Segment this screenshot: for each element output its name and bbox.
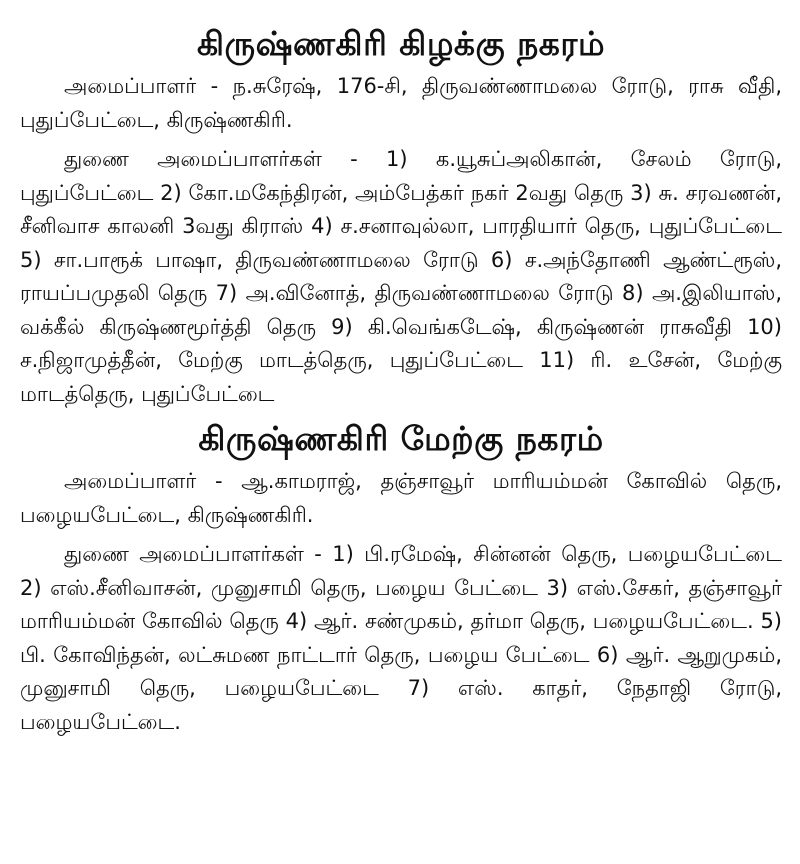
deputies-paragraph: துணை அமைப்பாளர்கள் - 1) பி.ரமேஷ், சின்னன் தெரு, பழையபேட்டை 2) எஸ்.சீனிவாசன், முனுசாமி தெரு, பழைய பேட்டை 3) எஸ்.சேகர், தஞ்சாவூர் மாரியம்மன் கோவில் தெரு 4) ஆர். சண்முகம், தர்மா தெரு, பழையபேட்டை. 5) பி. கோவிந்தன், லட்சுமண நாட்டார் தெரு, பழைய பேட்டை 6) ஆர். ஆறுமுகம், முனுசாமி தெரு, பழையபேட்டை 7) எஸ். காதர், நேதாஜி ரோடு, பழையபேட்டை.	[20, 542, 782, 734]
deputies-paragraph: துணை அமைப்பாளர்கள் - 1) க.யூசுப்அலிகான், சேலம் ரோடு, புதுப்பேட்டை 2) கோ.மகேந்திரன், அம்பேத்கர் நகர் 2வது தெரு 3) சு. சரவணன், சீனிவாச காலனி 3வது கிராஸ் 4) ச.சனாவுல்லா, பாரதியார் தெரு, புதுப்பேட்டை 5) சா.பாரூக் பாஷா, திருவண்ணாமலை ரோடு 6) ச.அந்தோணி ஆண்ட்ரூஸ், ராயப்பமுதலி தெரு 7) அ.வினோத், திருவண்ணாமலை ரோடு 8) அ.இலியாஸ், வக்கீல் கிருஷ்ணமூர்த்தி தெரு 9) கி.வெங்கடேஷ், கிருஷ்ணன் ராசுவீதி 10) ச.நிஜாமுத்தீன், மேற்கு மாடத்தெரு, புதுப்பேட்டை 11) ரி. உசேன், மேற்கு மாடத்தெரு, புதுப்பேட்டை	[20, 147, 782, 406]
article-body	[20, 22, 782, 745]
section-title: கிருஷ்ணகிரி கிழக்கு நகரம்	[196, 24, 606, 63]
organizer-paragraph: அமைப்பாளர் - ஆ.காமராஜ், தஞ்சாவூர் மாரியம்மன் கோவில் தெரு, பழையபேட்டை, கிருஷ்ணகிரி.	[20, 469, 782, 527]
section-west	[20, 417, 782, 739]
organizer-paragraph: அமைப்பாளர் - ந.சுரேஷ், 176-சி, திருவண்ணாமலை ரோடு, ராசு வீதி, புதுப்பேட்டை, கிருஷ்ணகிரி.	[20, 74, 782, 132]
section-east	[20, 22, 782, 411]
section-title: கிருஷ்ணகிரி மேற்கு நகரம்	[198, 419, 604, 458]
